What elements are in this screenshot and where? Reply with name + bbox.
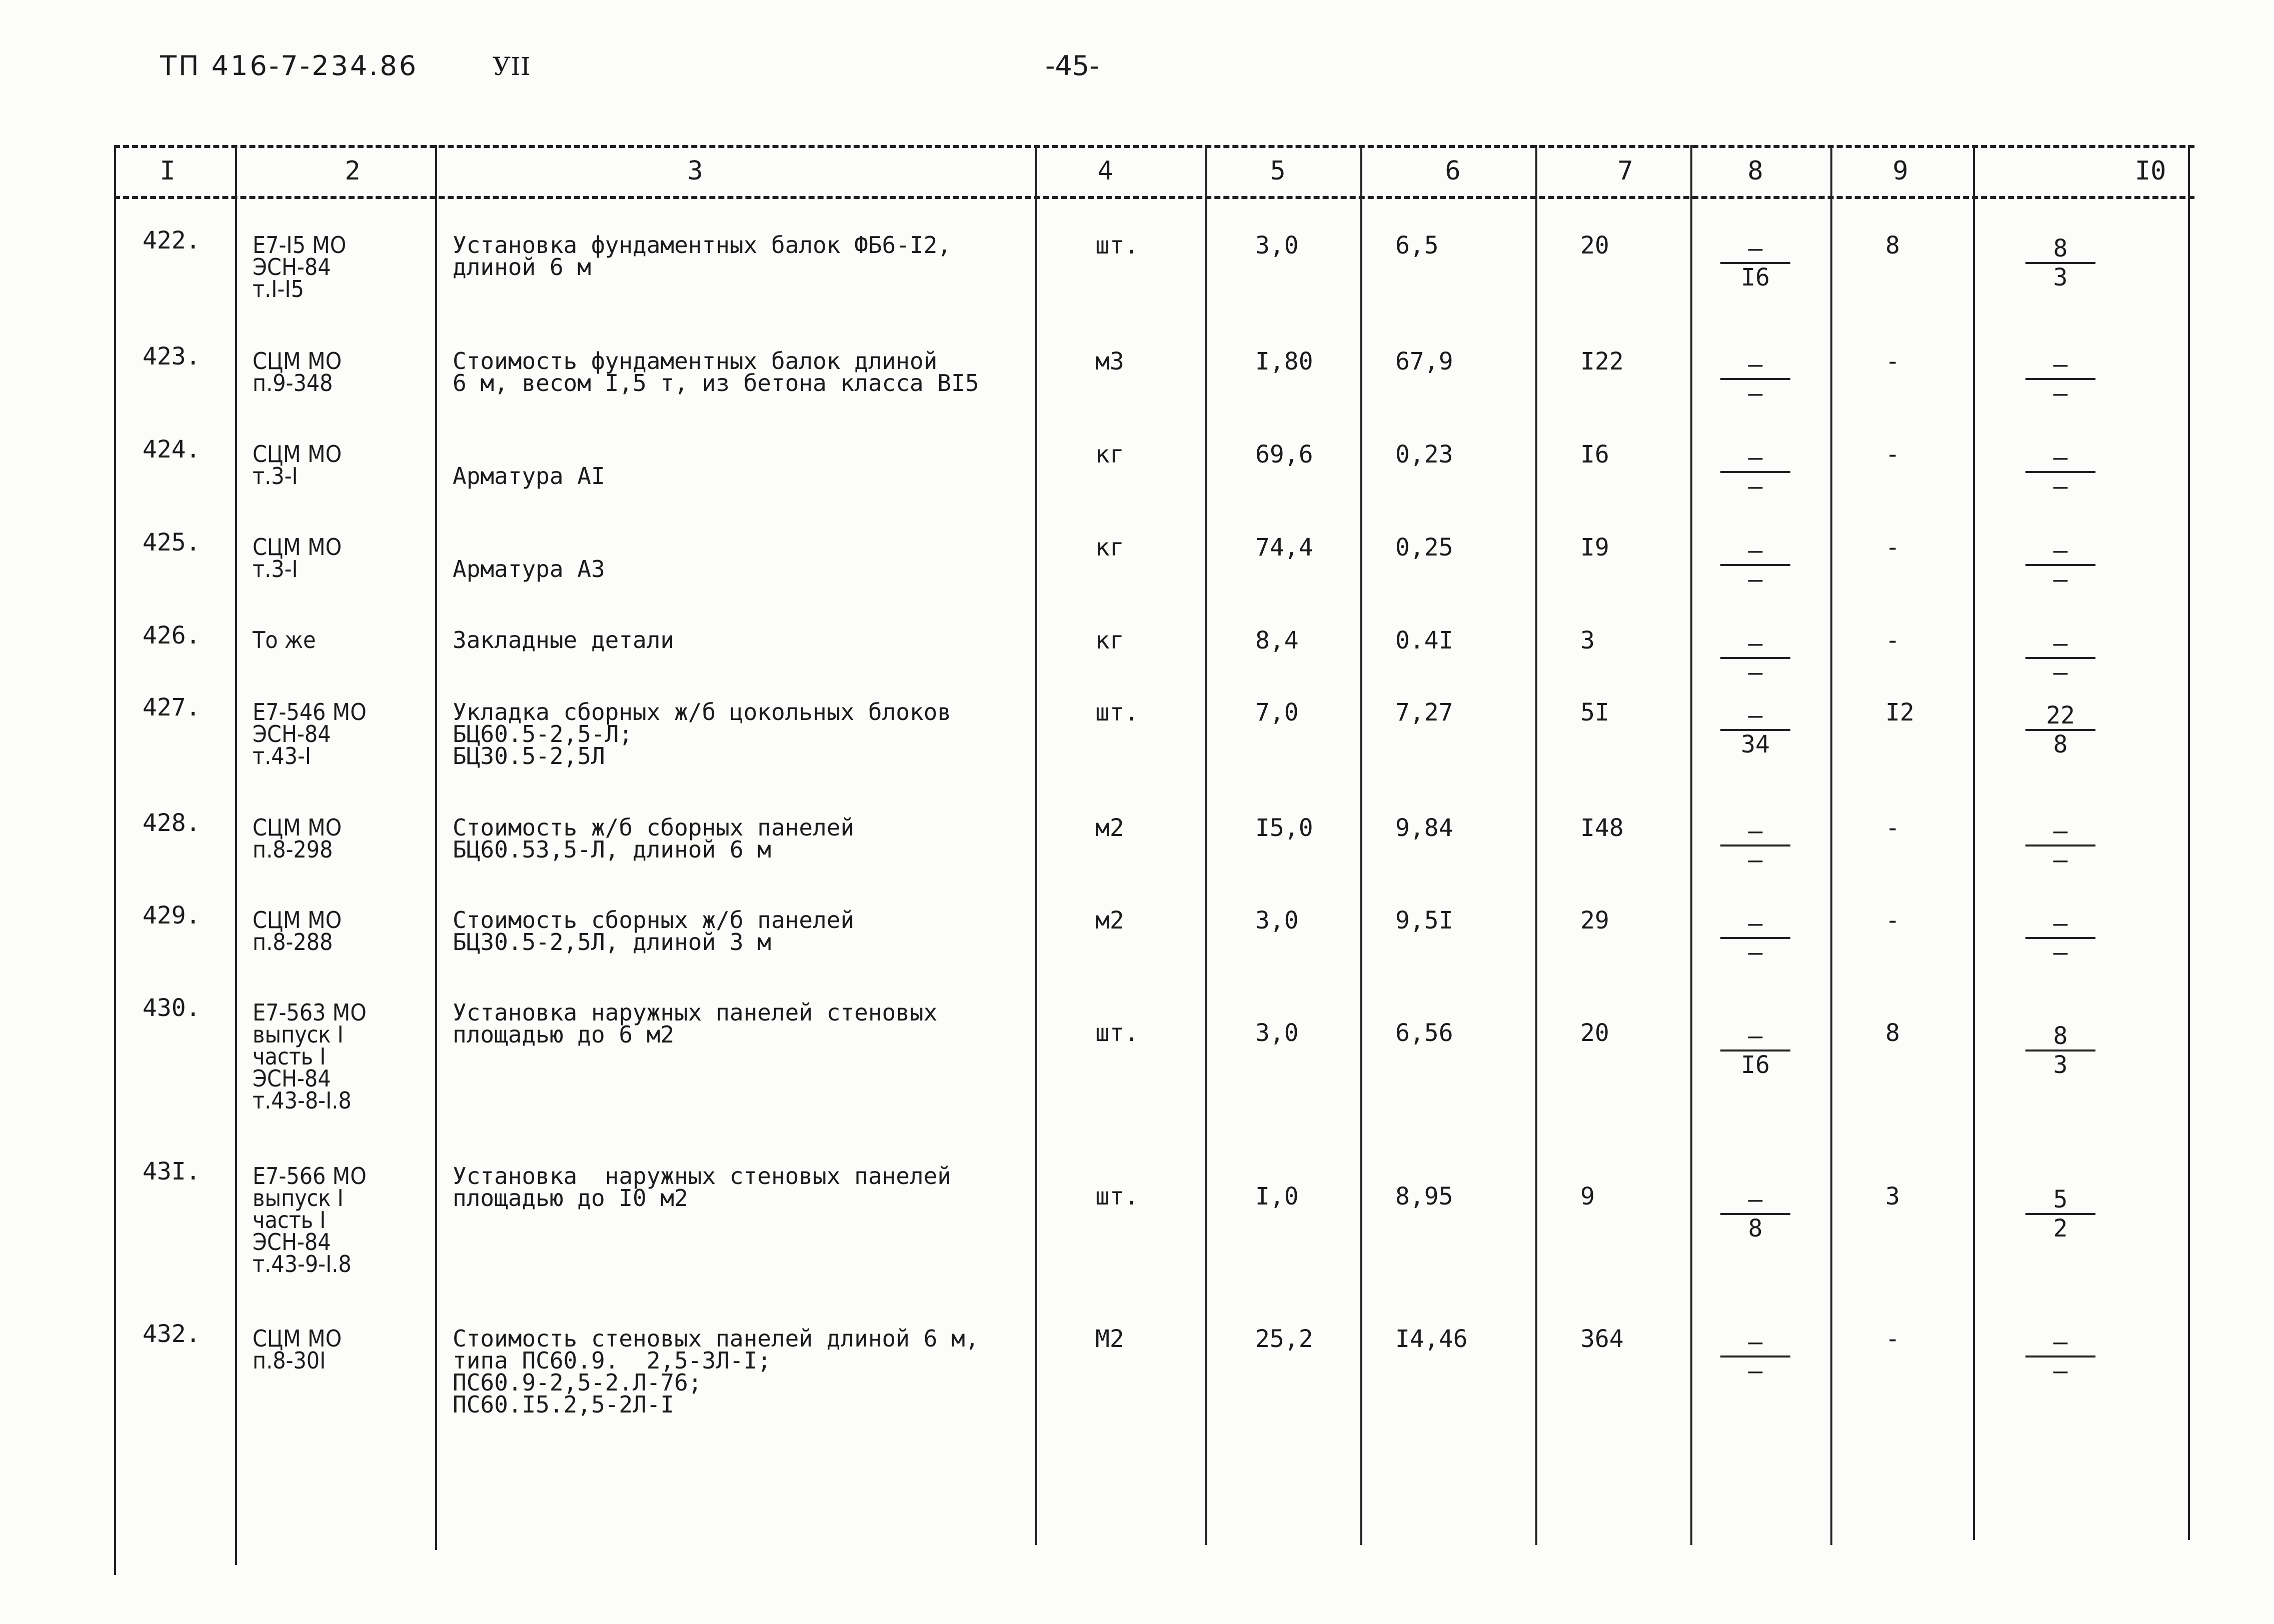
fraction-col-8 [1720,234,1790,292]
unit: шт. [1095,698,1139,726]
fraction-denominator: – [2053,380,2068,408]
column-divider [1535,145,1537,1545]
unit-cost: I4,46 [1395,1325,1468,1353]
fraction-denominator: I6 [1741,1051,1770,1079]
row-number: 422. [143,226,201,254]
fraction-numerator: – [2053,630,2068,658]
fraction-denominator: – [1748,380,1763,408]
fraction-denominator: – [1748,1357,1763,1385]
quantity: 3,0 [1255,1019,1299,1047]
fraction-col-8 [1720,1022,1790,1079]
col-9-value: 3 [1885,1182,1900,1210]
unit-cost: 7,27 [1395,698,1453,726]
quantity: 8,4 [1255,626,1299,654]
column-divider [1035,145,1037,1545]
row-number: 426. [143,622,201,650]
volume-number: УII [493,52,531,81]
header-bottom-border [114,196,2194,199]
unit: м2 [1095,906,1124,934]
work-description: Стоимость стеновых панелей длиной 6 м, типа ПС60.9. 2,5-3Л-I; ПС60.9-2,5-2.Л-76; ПС60.I5.2,5-2Л-I [453,1325,979,1418]
unit: кг [1095,534,1124,562]
total-cost: 9 [1580,1182,1595,1210]
norm-reference: СЦМ МО п.8-30I [253,1325,342,1374]
norm-reference: Е7-546 МО ЭСН-84 т.43-I [253,698,367,770]
fraction-denominator: – [1748,938,1763,966]
unit: М2 [1095,1325,1124,1353]
document-code: ТП 416-7-234.86 [160,50,419,82]
fraction-numerator: – [1748,536,1763,564]
col-9-value: - [1885,440,1900,468]
quantity: 7,0 [1255,698,1299,726]
fraction-denominator: – [1748,472,1763,500]
fraction-col-10 [2025,632,2095,684]
fraction-col-10 [2025,704,2095,756]
fraction-numerator: – [2053,444,2068,472]
row-number: 430. [143,994,201,1022]
work-description: Стоимость ж/б сборных панелей БЦ60.53,5-Л, длиной 6 м [453,814,855,863]
unit-cost: 6,5 [1395,232,1439,260]
fraction-numerator: – [1748,630,1763,658]
fraction-col-8 [1720,632,1790,684]
unit-cost: 67,9 [1395,348,1453,376]
column-divider [1360,145,1362,1545]
norm-reference: Е7-I5 МО ЭСН-84 т.I-I5 [253,232,347,302]
unit-cost: 9,5I [1395,906,1453,934]
quantity: I,80 [1255,348,1313,376]
fraction-denominator: – [1748,566,1763,594]
quantity: 3,0 [1255,232,1299,260]
fraction-col-10 [2025,1022,2095,1079]
fraction-denominator: I6 [1741,264,1770,292]
total-cost: 3 [1580,626,1595,654]
fraction-numerator: – [1748,702,1763,730]
fraction-numerator: 5 [2053,1186,2068,1214]
work-description: Арматура АI [453,462,605,490]
unit-cost: 0.4I [1395,626,1453,654]
quantity: 69,6 [1255,440,1313,468]
col-9-value: - [1885,534,1900,562]
norm-reference: СЦМ МО п.8-298 [253,814,342,863]
total-cost: 364 [1580,1325,1624,1353]
unit: м3 [1095,348,1124,376]
total-cost: 20 [1580,232,1609,260]
work-description: Установка фундаментных балок ФБ6-I2, длиной 6 м [453,232,951,280]
fraction-col-8 [1720,704,1790,756]
fraction-numerator: – [2053,910,2068,938]
fraction-numerator: – [1748,1328,1763,1356]
row-number: 427. [143,694,201,722]
row-number: 425. [143,528,201,556]
norm-reference: СЦМ МО т.3-I [253,534,342,582]
unit: кг [1095,626,1124,654]
fraction-denominator: 3 [2053,1051,2068,1079]
table-top-border [114,145,2194,148]
col-9-value: I2 [1885,698,1914,726]
total-cost: 29 [1580,906,1609,934]
fraction-denominator: 3 [2053,264,2068,292]
unit-cost: 6,56 [1395,1019,1453,1047]
norm-reference: СЦМ МО п.8-288 [253,906,342,956]
total-cost: 5I [1580,698,1609,726]
fraction-numerator: – [2053,1328,2068,1356]
fraction-col-10 [2025,536,2095,594]
quantity: I,0 [1255,1182,1299,1210]
norm-reference: СЦМ МО т.3-I [253,440,342,490]
unit: шт. [1095,232,1139,260]
fraction-denominator: – [2053,1357,2068,1385]
unit-cost: 9,84 [1395,814,1453,842]
unit: кг [1095,440,1124,468]
column-divider [1830,145,1832,1545]
col-9-value: - [1885,1325,1900,1353]
work-description: Установка наружных стеновых панелей площадью до I0 м2 [453,1162,951,1212]
fraction-numerator: 8 [2053,1022,2068,1050]
row-number: 428. [143,809,201,837]
fraction-numerator: – [2053,536,2068,564]
quantity: 25,2 [1255,1325,1313,1353]
col-9-value: - [1885,814,1900,842]
table-left-border [114,145,116,1575]
norm-reference: Е7-566 МО выпуск I часть I ЭСН-84 т.43-9-I.8 [253,1162,367,1278]
table-right-border [2188,145,2190,1540]
total-cost: I48 [1580,814,1624,842]
fraction-col-8 [1720,446,1790,498]
fraction-numerator: – [1748,817,1763,845]
quantity: I5,0 [1255,814,1313,842]
unit-cost: 8,95 [1395,1182,1453,1210]
work-description: Укладка сборных ж/б цокольных блоков БЦ60.5-2,5-Л; БЦ30.5-2,5Л [453,698,951,770]
col-9-value: 8 [1885,232,1900,260]
fraction-col-10 [2025,1188,2095,1240]
fraction-numerator: – [1748,234,1763,262]
fraction-denominator: – [2053,566,2068,594]
total-cost: I22 [1580,348,1624,376]
fraction-numerator: 8 [2053,234,2068,262]
fraction-denominator: – [1748,846,1763,874]
work-description: Арматура А3 [453,556,605,582]
fraction-col-8 [1720,1328,1790,1385]
work-description: Установка наружных панелей стеновых площадью до 6 м2 [453,999,938,1048]
total-cost: I6 [1580,440,1609,468]
row-number: 423. [143,342,201,370]
column-divider [1690,145,1692,1545]
row-number: 432. [143,1320,201,1348]
fraction-denominator: – [2053,472,2068,500]
unit: м2 [1095,814,1124,842]
fraction-col-10 [2025,350,2095,408]
row-number: 43I. [143,1158,201,1186]
fraction-numerator: – [1748,1022,1763,1050]
fraction-numerator: – [2053,817,2068,845]
fraction-denominator: – [2053,658,2068,686]
fraction-numerator: – [2053,350,2068,378]
fraction-numerator: – [1748,350,1763,378]
norm-reference: Е7-563 МО выпуск I часть I ЭСН-84 т.43-8-I.8 [253,999,367,1114]
fraction-col-8 [1720,817,1790,874]
fraction-col-8 [1720,350,1790,408]
quantity: 3,0 [1255,906,1299,934]
row-number: 424. [143,436,201,464]
column-divider [435,145,437,1550]
page-number: -45- [1045,50,1099,82]
fraction-denominator: 8 [2053,730,2068,758]
fraction-col-8 [1720,912,1790,964]
fraction-col-8 [1720,1188,1790,1240]
fraction-denominator: – [1748,658,1763,686]
fraction-col-10 [2025,234,2095,292]
unit: шт. [1095,1019,1139,1047]
total-cost: I9 [1580,534,1609,562]
norm-reference: СЦМ МО п.9-348 [253,348,342,396]
col-9-value: 8 [1885,1019,1900,1047]
fraction-denominator: 8 [1748,1214,1763,1242]
fraction-numerator: – [1748,910,1763,938]
unit-cost: 0,23 [1395,440,1453,468]
fraction-denominator: – [2053,938,2068,966]
column-divider [1973,145,1975,1540]
col-9-value: - [1885,906,1900,934]
column-divider [1205,145,1207,1545]
work-description: Стоимость сборных ж/б панелей БЦ30.5-2,5Л, длиной 3 м [453,906,855,956]
column-divider [235,145,237,1565]
row-number: 429. [143,902,201,930]
norm-reference: То же [253,626,316,654]
fraction-col-10 [2025,912,2095,964]
fraction-col-10 [2025,1328,2095,1385]
col-9-value: - [1885,348,1900,376]
total-cost: 20 [1580,1019,1609,1047]
fraction-col-10 [2025,817,2095,874]
col-9-value: - [1885,626,1900,654]
unit-cost: 0,25 [1395,534,1453,562]
fraction-denominator: – [2053,846,2068,874]
fraction-col-10 [2025,446,2095,498]
fraction-denominator: 2 [2053,1214,2068,1242]
quantity: 74,4 [1255,534,1313,562]
unit: шт. [1095,1182,1139,1210]
work-description: Закладные детали [453,626,675,654]
fraction-numerator: 22 [2046,702,2075,730]
fraction-col-8 [1720,536,1790,594]
fraction-numerator: – [1748,1186,1763,1214]
fraction-numerator: – [1748,444,1763,472]
fraction-denominator: 34 [1741,730,1770,758]
work-description: Стоимость фундаментных балок длиной 6 м, весом I,5 т, из бетона класса BI5 [453,348,979,396]
